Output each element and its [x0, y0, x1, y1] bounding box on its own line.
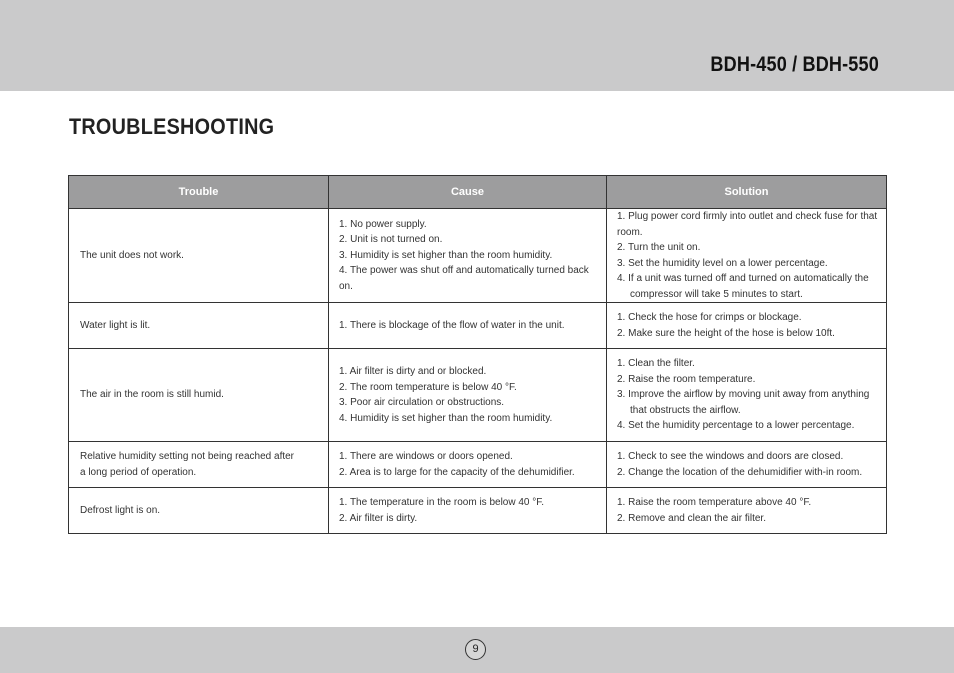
trouble-cell	[69, 349, 329, 442]
list-item: 2. Area is to large for the capacity of the dehumidifier.	[339, 466, 575, 478]
list-item: 1. The temperature in the room is below 40 °F.	[339, 497, 545, 508]
column-header-solution: Solution	[607, 176, 887, 209]
table-row	[69, 349, 887, 442]
page-title: TROUBLESHOOTING	[69, 114, 275, 139]
list-item: 1. Check to see the windows and doors are closed.	[617, 451, 844, 462]
list-item: 4. Set the humidity percentage to a lower percentage.	[617, 420, 855, 432]
troubleshooting-table	[68, 175, 887, 534]
trouble-text: Defrost light is on.	[80, 504, 161, 516]
solution-list	[617, 209, 878, 302]
cause-cell	[329, 488, 607, 534]
table-header-row	[69, 176, 887, 209]
trouble-text-line: a long period of operation.	[80, 466, 197, 478]
solution-cell	[607, 209, 887, 303]
list-item: 3. Improve the airflow by moving unit away from anything that obstructs the airflow.	[617, 389, 870, 416]
solution-list	[617, 356, 878, 434]
trouble-cell	[69, 303, 329, 349]
list-item: 2. Turn the unit on.	[617, 242, 701, 253]
cause-cell	[329, 209, 607, 303]
list-item: 1. No power supply.	[339, 218, 427, 230]
list-item: 3. Set the humidity level on a lower percentage.	[617, 257, 828, 269]
list-item: 2. Air filter is dirty.	[339, 512, 418, 524]
solution-list	[617, 449, 878, 480]
list-item: 1. Raise the room temperature above 40 °F.	[617, 497, 812, 508]
cause-list	[339, 495, 598, 526]
list-item: 3. Poor air circulation or obstructions.	[339, 397, 505, 408]
trouble-cell	[69, 209, 329, 303]
list-item: 4. If a unit was turned off and turned on automatically the compressor will take 5 minutes to start.	[617, 273, 869, 300]
table-row	[69, 488, 887, 534]
trouble-text: Water light is lit.	[80, 319, 151, 331]
header-band	[0, 0, 954, 91]
cause-cell	[329, 303, 607, 349]
list-item: 1. There is blockage of the flow of water in the unit.	[339, 319, 565, 331]
trouble-text-line: Relative humidity setting not being reached after	[80, 451, 295, 462]
trouble-cell	[69, 488, 329, 534]
list-item: 1. Plug power cord firmly into outlet and check fuse for that room.	[617, 211, 878, 238]
solution-cell	[607, 442, 887, 488]
cause-list	[339, 449, 598, 480]
trouble-text: The unit does not work.	[80, 249, 184, 261]
column-header-cause: Cause	[329, 176, 607, 209]
list-item: 2. Make sure the height of the hose is below 10ft.	[617, 327, 835, 339]
cause-cell	[329, 442, 607, 488]
list-item: 1. Check the hose for crimps or blockage.	[617, 312, 802, 323]
solution-list	[617, 495, 878, 526]
cause-list	[339, 217, 598, 295]
table-row	[69, 209, 887, 303]
cause-cell	[329, 349, 607, 442]
cause-list	[339, 364, 598, 426]
solution-cell	[607, 349, 887, 442]
cause-list	[339, 318, 598, 334]
model-title: BDH-450 / BDH-550	[710, 53, 879, 76]
solution-list	[617, 310, 878, 341]
list-item: 2. Change the location of the dehumidifier with-in room.	[617, 466, 863, 478]
trouble-cell	[69, 442, 329, 488]
list-item: 2. The room temperature is below 40 °F.	[339, 381, 517, 393]
list-item: 1. There are windows or doors opened.	[339, 451, 513, 462]
list-item: 3. Humidity is set higher than the room humidity.	[339, 249, 553, 261]
solution-cell	[607, 488, 887, 534]
table-row	[69, 442, 887, 488]
list-item: 1. Air filter is dirty and or blocked.	[339, 366, 487, 377]
list-item: 1. Clean the filter.	[617, 358, 695, 370]
list-item: 2. Remove and clean the air filter.	[617, 512, 766, 524]
list-item: 2. Raise the room temperature.	[617, 373, 756, 385]
list-item: 4. Humidity is set higher than the room humidity.	[339, 412, 553, 424]
page-number: 9	[465, 639, 486, 660]
table-row	[69, 303, 887, 349]
column-header-trouble: Trouble	[69, 176, 329, 209]
trouble-text: The air in the room is still humid.	[80, 389, 224, 401]
list-item: 2. Unit is not turned on.	[339, 234, 443, 246]
list-item: 4. The power was shut off and automatically turned back on.	[339, 265, 589, 292]
solution-cell	[607, 303, 887, 349]
